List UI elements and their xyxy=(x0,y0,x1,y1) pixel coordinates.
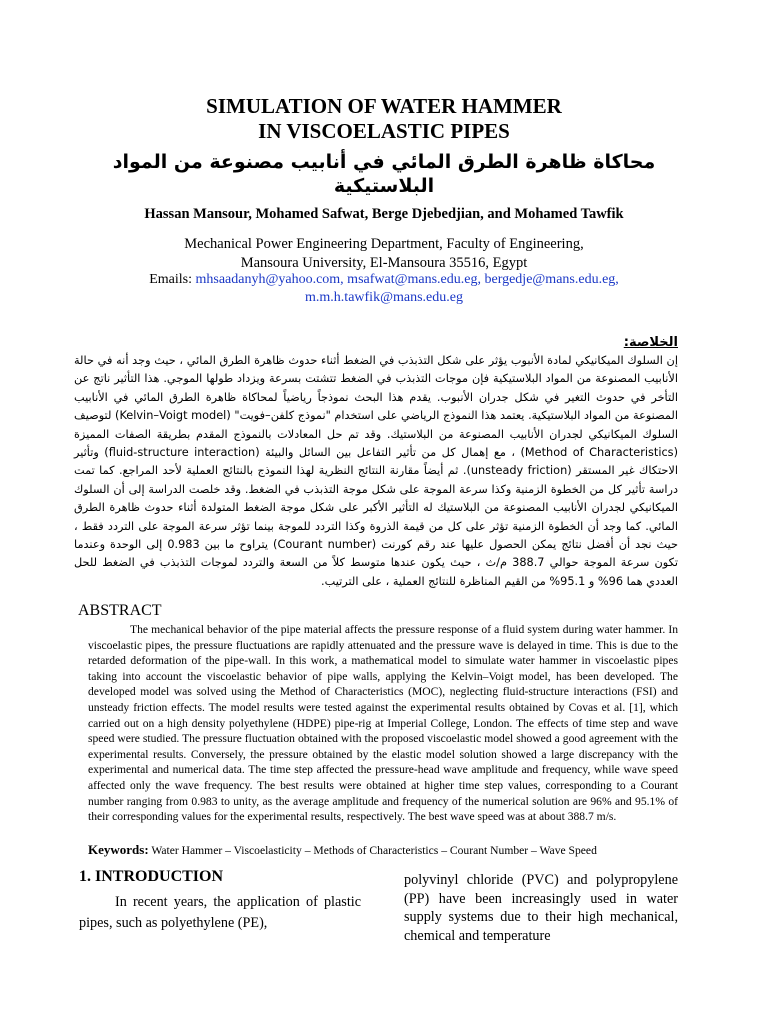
introduction-left-text: In recent years, the application of plastic pipes, such as polyethylene (PE), xyxy=(79,894,361,931)
abstract-body xyxy=(88,622,678,825)
arabic-abstract xyxy=(74,334,678,591)
arabic-title: محاكاة ظاهرة الطرق المائي في أنابيب مصنوعة من المواد البلاستيكية xyxy=(112,151,656,197)
right-column xyxy=(404,871,678,945)
affiliation xyxy=(80,235,688,272)
affiliation-line-2: Mansoura University, El-Mansoura 35516, Egypt xyxy=(240,254,528,271)
title-line-2: IN VISCOELASTIC PIPES xyxy=(258,119,510,143)
abstract-text: The mechanical behavior of the pipe material affects the pressure response of a fluid system during water hammer. In viscoelastic pipes, the pressure fluctuations are rapidly attenuated and the pressure wave is delayed in time. This is due to the retarded deformation of the pipe-wall. In this work, a mathematical model to simulate water hammer in viscoelastic pipes taking into account the viscoelastic behavior of pipe walls, applying the Kelvin–Voigt model, has been developed. The developed model was solved using the Method of Characteristics (MOC), neglecting fluid-structure interactions (FSI) and unsteady friction effects. The model results were tested against the experimental results obtained by Covas et al. [1], which carried out on a high density polyethylene (HDPE) pipe-rig at Imperial College, London. The effects of time step and wave speed were studied. The pressure fluctuation obtained with the proposed viscoelastic model showed a good agreement with the experimental results. Conversely, the pressure obtained by the elastic model solution showed a large discrepancy with the experimental and numerical data. The time step affected the pressure-head wave amplitude and frequency, while wave speed affected only the wave frequency. The best results were obtained at higher time step values, corresponding to a Courant number ranging from 0.983 to unity, as the average amplitude and frequency of the numerical solution are 96% and 95.1% of their corresponding values for the experimental results, respectively. The best wave speed was at about 388.7 m/s. xyxy=(88,623,678,824)
title-line-1: SIMULATION OF WATER HAMMER xyxy=(206,94,562,118)
left-column xyxy=(79,866,361,934)
paper-title xyxy=(80,94,688,144)
email-block xyxy=(60,271,708,307)
author-list: Hassan Mansour, Mohamed Safwat, Berge Djebedjian, and Mohamed Tawfik xyxy=(144,206,624,222)
keywords xyxy=(88,842,688,859)
abstract-heading: ABSTRACT xyxy=(78,602,162,619)
email-links-line-2[interactable]: m.m.h.tawfik@mans.edu.eg xyxy=(305,290,463,305)
emails-label: Emails: xyxy=(149,272,196,287)
introduction-right-text: polyvinyl chloride (PVC) and polypropylene (PP) have been increasingly used in water supply systems due to their high mechanical, chemical and temperature xyxy=(404,872,678,944)
keywords-label: Keywords: xyxy=(88,842,149,857)
affiliation-line-1: Mechanical Power Engineering Department, Faculty of Engineering, xyxy=(184,236,584,252)
keywords-text: Water Hammer – Viscoelasticity – Methods of Characteristics – Courant Number – Wave Speed xyxy=(148,844,597,857)
section-heading-introduction: 1. INTRODUCTION xyxy=(79,868,224,885)
arabic-abstract-heading: الخلاصة: xyxy=(623,335,678,350)
email-links-line-1[interactable]: mhsaadanyh@yahoo.com, msafwat@mans.edu.eg, bergedje@mans.edu.eg, xyxy=(195,272,619,287)
arabic-abstract-body: إن السلوك الميكانيكي لمادة الأنبوب يؤثر على شكل التذبذب في الضغط أثناء حدوث ظاهرة الطرق المائي ، حيث وجد أنه في حالة الأنابيب المصنوعة من المواد البلاستيكية فإن موجات التذبذب في الضغط تتشتت بسرعة ويزداد طولها الموجي. هذا التأثير ناتج عن التأخر في حدوث التغير في شكل جدران الأنبوب. يقدم هذا البحث نموذجاً رياضياً لمحاكاة ظاهرة الطرق المائي في الأنابيب المصنوعة من المواد البلاستيكية. يعتمد هذا النموذج الرياضي على استخدام "نموذج كلفن–فويت" (Kelvin–Voigt model) لتوصيف السلوك الميكانيكي لجدران الأنابيب المصنوعة من البلاستيك. وقد تم حل المعادلات بالنموذج المقدم بطريقة الصفات المميزة (Method of Characteristics) ، مع إهمال كل من تأثير التفاعل بين السائل والبيئة (fluid-structure interaction) وتأثير الاحتكاك غير المستقر (unsteady friction). ثم أيضاً مقارنة النتائج النظرية لهذا النموذج بالنتائج العملية لأحد المراجع. كما تمت دراسة تأثير كل من الخطوة الزمنية وكذا سرعة الموجة على شكل موجة التذبذب في الضغط. وقد خلصت الدراسة إلى أن السلوك الميكانيكي لجدران الأنابيب المصنوعة من البلاستيك له التأثير الأكبر على شكل موجة الضغط المتولدة أثناء حدوث ظاهرة الطرق المائي. كما وجد أن الخطوة الزمنية تؤثر على كل من قيمة الذروة وكذا التردد للموجة بينما تؤثر سرعة الموجة على التردد فقط ، حيث نجد أن أفضل نتائج يمكن الحصول عليها عند رقم كورنت (Courant number) يتراوح ما بين 0.983 إلى الوحدة وعندما تكون سرعة الموجة حوالي 388.7 م/ث ، حيث يكون عندها متوسط كلاً من السعة والتردد لموجات التذبذب في الضغط للحل العددي هما 96% و 95.1% من القيم المناظرة للنتائج العملية ، على الترتيب. xyxy=(74,354,679,588)
